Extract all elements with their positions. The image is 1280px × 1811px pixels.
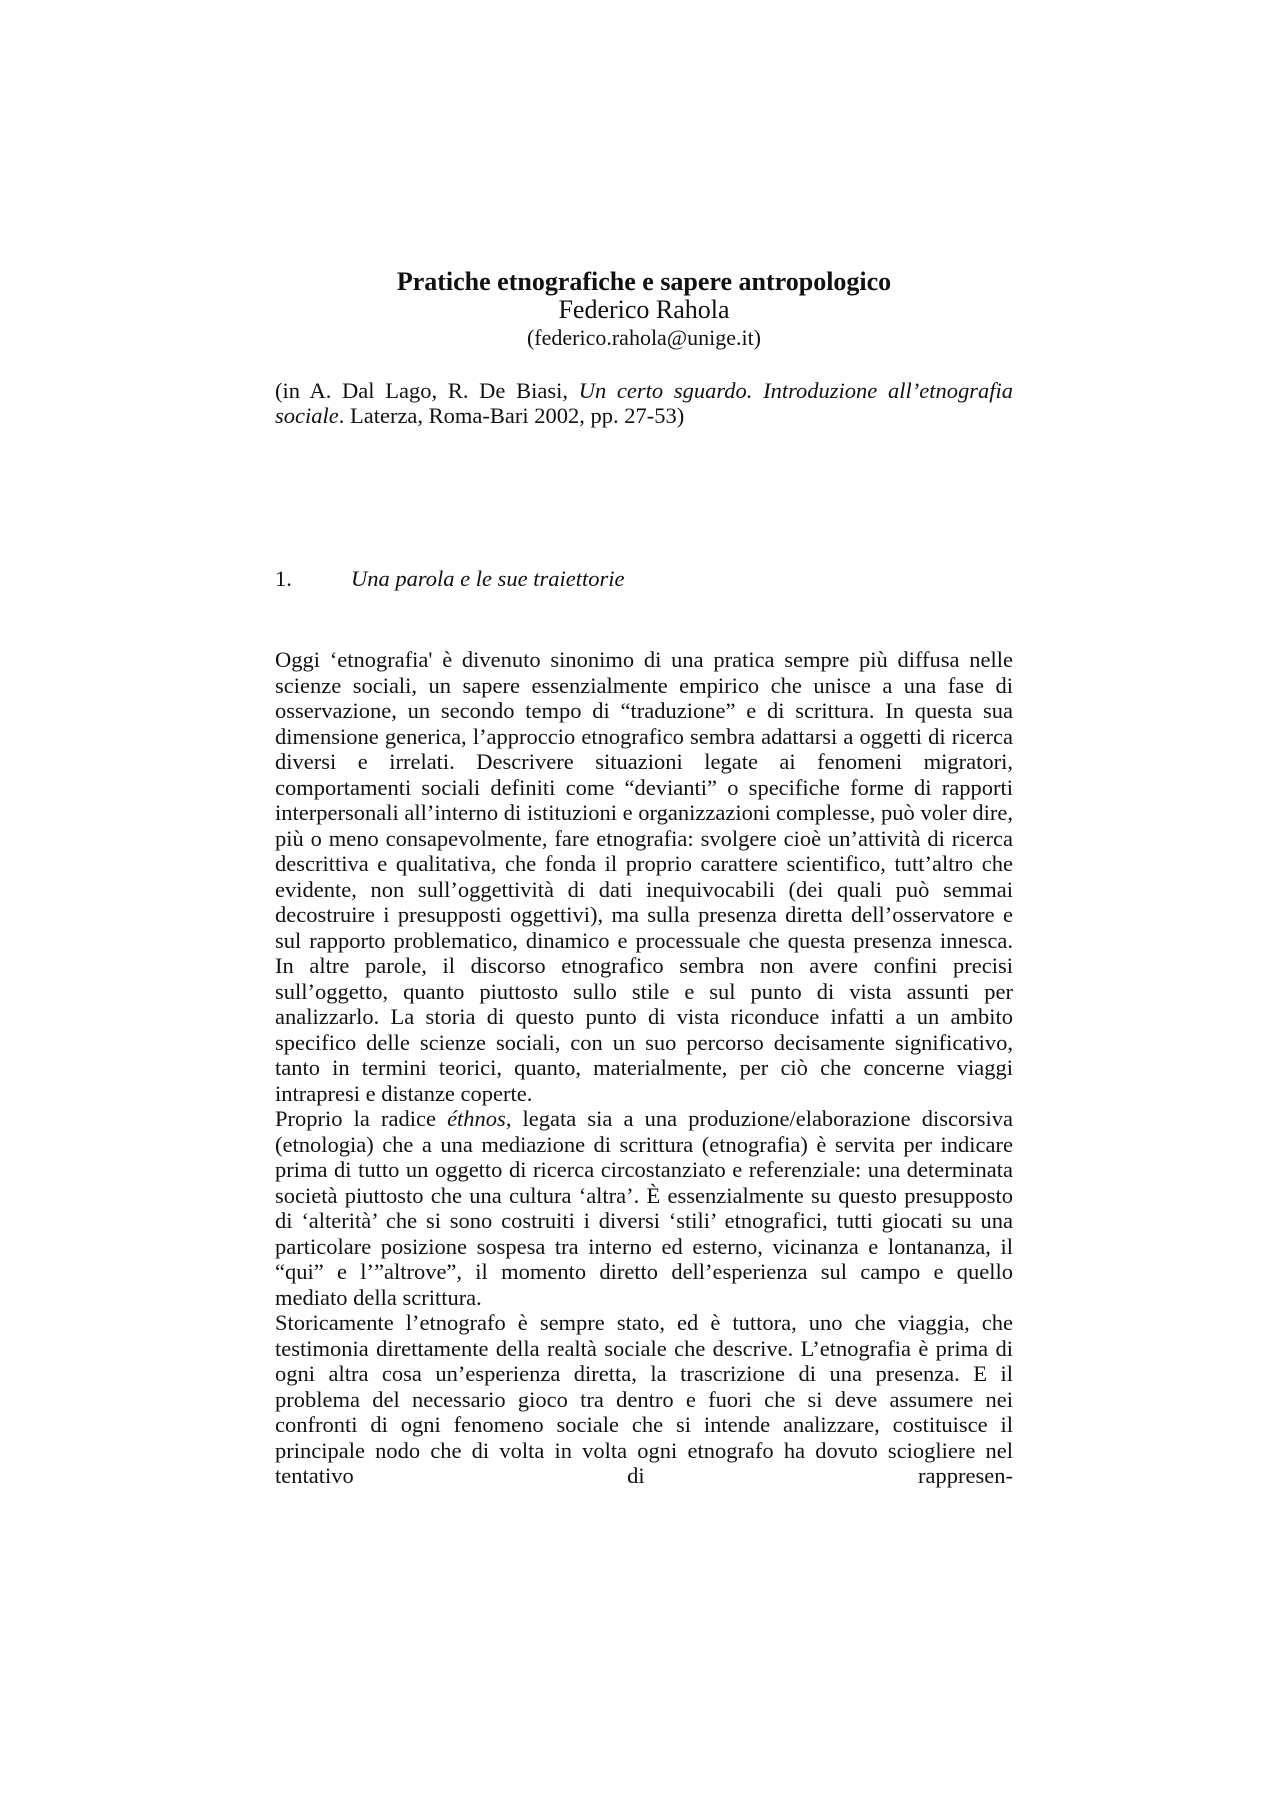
author-email: (federico.rahola@unige.it) <box>526 325 762 350</box>
citation <box>275 378 1013 428</box>
document-page <box>275 268 1013 1489</box>
section-heading <box>275 566 1013 592</box>
paragraph-2-prefix: Proprio la radice <box>275 1106 448 1131</box>
paragraph-2 <box>275 1106 1013 1310</box>
paragraph-2-rest: , legata sia a una produzione/elaborazione discorsiva (etnologia) che a una mediazione di scrittura (etnografia) è servita per indicare prima di tutto un oggetto di ricerca circostanziato e referenziale: una determinata società piuttosto che una cultura ‘altra’. È essenzialmente su questo presupposto di ‘alterità’ che si sono costruiti i diversi ‘stili’ etnografici, tutti giocati su una particolare posizione sospesa tra interno ed esterno, vicinanza e lontananza, il “qui” e l’”altrove”, il momento diretto dell’esperienza sul campo e quello mediato della scrittura. <box>275 1106 1013 1310</box>
section-number: 1. <box>275 566 292 591</box>
citation-book-title: Un certo sguardo. Introduzione all’etnografia sociale <box>275 378 1014 428</box>
citation-prefix: (in A. Dal Lago, R. De Biasi, <box>275 378 579 403</box>
paragraph-2-term: éthnos <box>447 1106 506 1131</box>
title-block <box>275 268 1013 352</box>
body-text <box>275 647 1013 1489</box>
paragraph-3: Storicamente l’etnografo è sempre stato, ed è tuttora, uno che viaggia, che testimonia direttamente della realtà sociale che descrive. L’etnografia è prima di ogni altra cosa un’esperienza diretta, la trascrizione di una presenza. E il problema del necessario gioco tra dentro e fuori che si deve assumere nei confronti di ogni fenomeno sociale che si intende analizzare, costituisce il principale nodo che di volta in volta ogni etnografo ha dovuto sciogliere nel tentativo di rappresen- <box>275 1310 1013 1488</box>
document-title: Pratiche etnografiche e sapere antropologico <box>396 267 892 296</box>
paragraph-1: Oggi ‘etnografia' è divenuto sinonimo di una pratica sempre più diffusa nelle scienze sociali, un sapere essenzialmente empirico che unisce a una fase di osservazione, un secondo tempo di “traduzione” e di scrittura. In questa sua dimensione generica, l’approccio etnografico sembra adattarsi a oggetti di ricerca diversi e irrelati. Descrivere situazioni legate ai fenomeni migratori, comportamenti sociali definiti come “devianti” o specifiche forme di rapporti interpersonali all’interno di istituzioni e organizzazioni complesse, può voler dire, più o meno consapevolmente, fare etnografia: svolgere cioè un’attività di ricerca descrittiva e qualitativa, che fonda il proprio carattere scientifico, tutt’altro che evidente, non sull’oggettività di dati inequivocabili (dei quali può semmai decostruire i presupposti oggettivi), ma sulla presenza diretta dell’osservatore e sul rapporto problematico, dinamico e processuale che questa presenza innesca. In altre parole, il discorso etnografico sembra non avere confini precisi sull’oggetto, quanto piuttosto sullo stile e sul punto di vista assunti per analizzarlo. La storia di questo punto di vista riconduce infatti a un ambito specifico delle scienze sociali, con un suo percorso decisamente significativo, tanto in termini teorici, quanto, materialmente, per ciò che concerne viaggi intrapresi e distanze coperte. <box>275 647 1013 1106</box>
section-title: Una parola e le sue traiettorie <box>351 566 625 591</box>
citation-suffix: . Laterza, Roma-Bari 2002, pp. 27-53) <box>338 403 685 428</box>
author-name: Federico Rahola <box>558 295 730 324</box>
